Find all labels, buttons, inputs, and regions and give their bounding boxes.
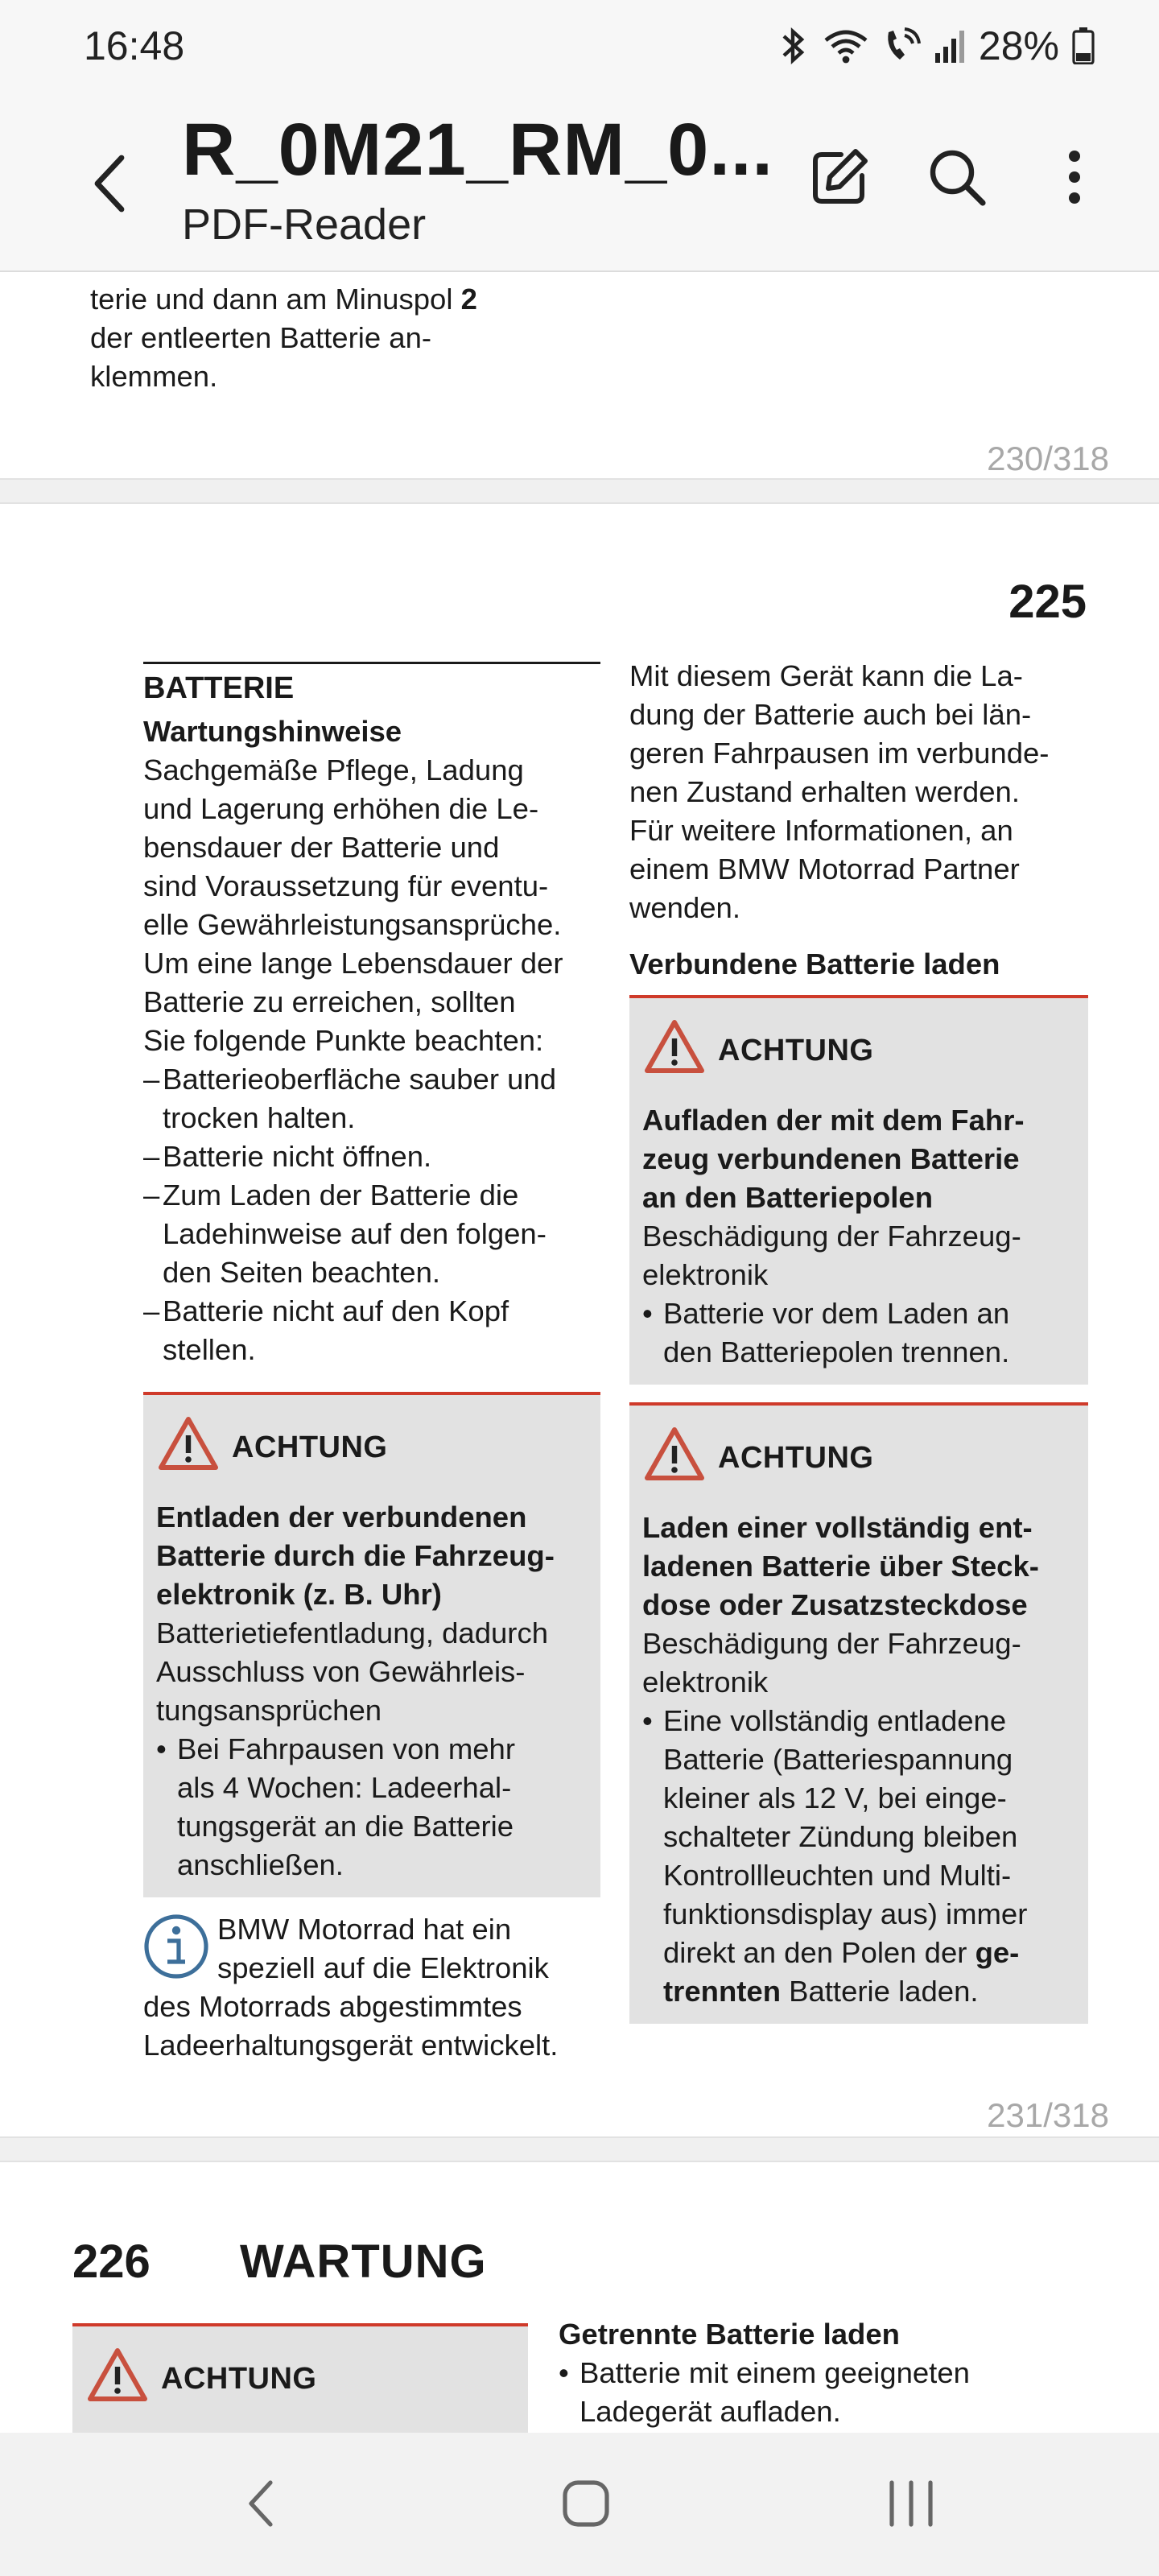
page-gap xyxy=(0,2136,1159,2162)
warning-header xyxy=(642,1425,1075,1491)
text-line: klemmen. xyxy=(90,360,218,393)
app-bar xyxy=(0,97,1159,272)
battery-text: 28% xyxy=(978,23,1059,68)
intro-paragraph xyxy=(143,751,600,1060)
wifi-icon xyxy=(823,26,869,66)
warning-triangle-icon xyxy=(642,1425,707,1491)
page-number: 226 xyxy=(72,2235,151,2288)
navigation-bar xyxy=(0,2433,1159,2576)
warning-body: Beschädigung der Fahrzeug- elektronik xyxy=(642,1627,1021,1699)
dash-list xyxy=(143,1060,600,1369)
more-options-button[interactable] xyxy=(1038,138,1111,219)
text-line: sind Voraussetzung für eventu- xyxy=(143,869,549,902)
list-item: – Batterie nicht auf den Kopf stellen. xyxy=(143,1294,509,1366)
text-line: Sie folgende Punkte beachten: xyxy=(143,1024,544,1057)
info-icon xyxy=(143,1913,209,1989)
list-item: • Batterie mit einem geeigneten Ladegerät aufladen. xyxy=(559,2356,970,2428)
text-line: und Lagerung erhöhen die Le- xyxy=(143,792,539,825)
right-column xyxy=(629,657,1088,2024)
warning-body: Beschädigung der Fahrzeug- elektronik xyxy=(642,1220,1021,1291)
nav-back-button[interactable] xyxy=(204,2457,317,2553)
warning-title: Entladen der verbundenen Batterie durch die Fahrzeug- elektronik (z. B. Uhr) xyxy=(156,1501,555,1611)
warning-label: ACHTUNG xyxy=(161,2361,317,2396)
edit-icon xyxy=(809,147,870,212)
text-line: bensdauer der Batterie und xyxy=(143,831,500,864)
nav-recents-button[interactable] xyxy=(855,2457,967,2553)
status-icons xyxy=(777,23,1095,69)
subheading: Wartungshinweise xyxy=(143,715,402,748)
page-counter: 231/318 xyxy=(987,2096,1109,2134)
warning-label: ACHTUNG xyxy=(718,1033,874,1067)
warning-box xyxy=(143,1392,600,1897)
text-line: Sachgemäße Pflege, Ladung xyxy=(143,753,524,786)
warning-label: ACHTUNG xyxy=(232,1430,388,1464)
wifi-call-icon xyxy=(882,26,921,66)
edit-button[interactable] xyxy=(803,138,876,219)
app-subtitle: PDF-Reader xyxy=(182,200,427,249)
warning-box xyxy=(72,2323,528,2433)
warning-triangle-icon xyxy=(156,1414,221,1480)
app-actions xyxy=(803,138,1111,219)
list-item: – Batterieoberfläche sauber und trocken halten. xyxy=(143,1063,557,1134)
section-rule xyxy=(143,662,600,664)
nav-back-icon xyxy=(245,2478,277,2533)
warning-header xyxy=(642,1018,1075,1084)
right-intro: Mit diesem Gerät kann die La- dung der Batterie auch bei län- geren Fahrpausen im verbunde- nen Zustand erhalten werden. Für weitere Informationen, an einem BMW Motorrad Partner wenden. xyxy=(629,659,1050,924)
warning-triangle-icon xyxy=(642,1018,707,1084)
cut-line xyxy=(90,250,509,266)
back-icon xyxy=(89,151,130,220)
nav-home-button[interactable] xyxy=(530,2457,642,2553)
pdf-page-225 xyxy=(0,504,1159,2136)
page-counter: 230/318 xyxy=(987,440,1109,477)
warning-bullet: • Eine vollständig entladene Batterie (Batteriespannung kleiner als 12 V, bei einge- schalteter Zündung bleiben Kontrollleuchten und Multi- funktionsdisplay aus) immer direkt an den Polen der ge- trennten Batterie laden. xyxy=(642,1704,1028,2008)
pdf-page-226 xyxy=(0,2162,1159,2433)
warning-header xyxy=(156,1414,588,1480)
text-line: elle Gewährleistungsansprüche. xyxy=(143,908,562,941)
warning-box xyxy=(629,995,1088,1385)
recents-icon xyxy=(885,2479,937,2532)
pdf-page-230 xyxy=(0,274,1159,477)
bluetooth-icon xyxy=(777,25,810,67)
home-icon xyxy=(560,2478,612,2533)
page-gap xyxy=(0,478,1159,504)
warning-triangle-icon xyxy=(85,2346,150,2412)
warning-body: Batterietiefentladung, dadurch Ausschluss von Gewährleis- tungsansprüchen xyxy=(156,1616,549,1727)
status-bar xyxy=(0,0,1159,97)
warning-title: Aufladen der mit dem Fahr- zeug verbundenen Batterie an den Batteriepolen xyxy=(642,1104,1025,1214)
left-column xyxy=(143,662,600,2065)
right-column xyxy=(559,2315,1058,2431)
text-line: terie und dann am Minuspol 2 xyxy=(90,283,477,316)
warning-bullet: • Batterie vor dem Laden an den Batteriepolen trennen. xyxy=(642,1297,1010,1368)
page-230-text xyxy=(90,280,654,396)
warning-label: ACHTUNG xyxy=(718,1440,874,1475)
list-item: – Batterie nicht öffnen. xyxy=(143,1140,432,1173)
document-title: R_0M21_RM_0... xyxy=(182,109,773,191)
text-line: der entleerten Batterie an- xyxy=(90,321,432,354)
warning-header xyxy=(85,2346,515,2412)
page-number: 225 xyxy=(1008,576,1087,628)
signal-icon xyxy=(934,27,966,64)
right-subheading: Getrennte Batterie laden xyxy=(559,2318,900,2351)
search-button[interactable] xyxy=(921,138,993,219)
text-line: Batterie zu erreichen, sollten xyxy=(143,985,516,1018)
right-subheading: Verbundene Batterie laden xyxy=(629,947,1000,980)
section-title: WARTUNG xyxy=(240,2235,487,2288)
warning-title: Laden einer vollständig ent- ladenen Batterie über Steck- dose oder Zusatzsteckdose xyxy=(642,1511,1039,1621)
text-line: Um eine lange Lebensdauer der xyxy=(143,947,563,980)
section-heading: BATTERIE xyxy=(143,671,295,705)
more-icon xyxy=(1066,148,1083,210)
warning-bullet: • Bei Fahrpausen von mehr als 4 Wochen: Ladeerhal- tungsgerät an die Batterie anschließen. xyxy=(156,1732,515,1881)
battery-icon xyxy=(1072,27,1095,64)
back-button[interactable] xyxy=(77,137,142,233)
search-icon xyxy=(926,147,988,212)
info-note: BMW Motorrad hat ein speziell auf die Elektronik des Motorrads abgestimmtes Ladeerhaltungsgerät entwickelt. xyxy=(143,1913,559,2062)
list-item: – Zum Laden der Batterie die Ladehinweise auf den folgen- den Seiten beachten. xyxy=(143,1179,547,1289)
warning-box xyxy=(629,1402,1088,2024)
status-time: 16:48 xyxy=(84,23,185,68)
